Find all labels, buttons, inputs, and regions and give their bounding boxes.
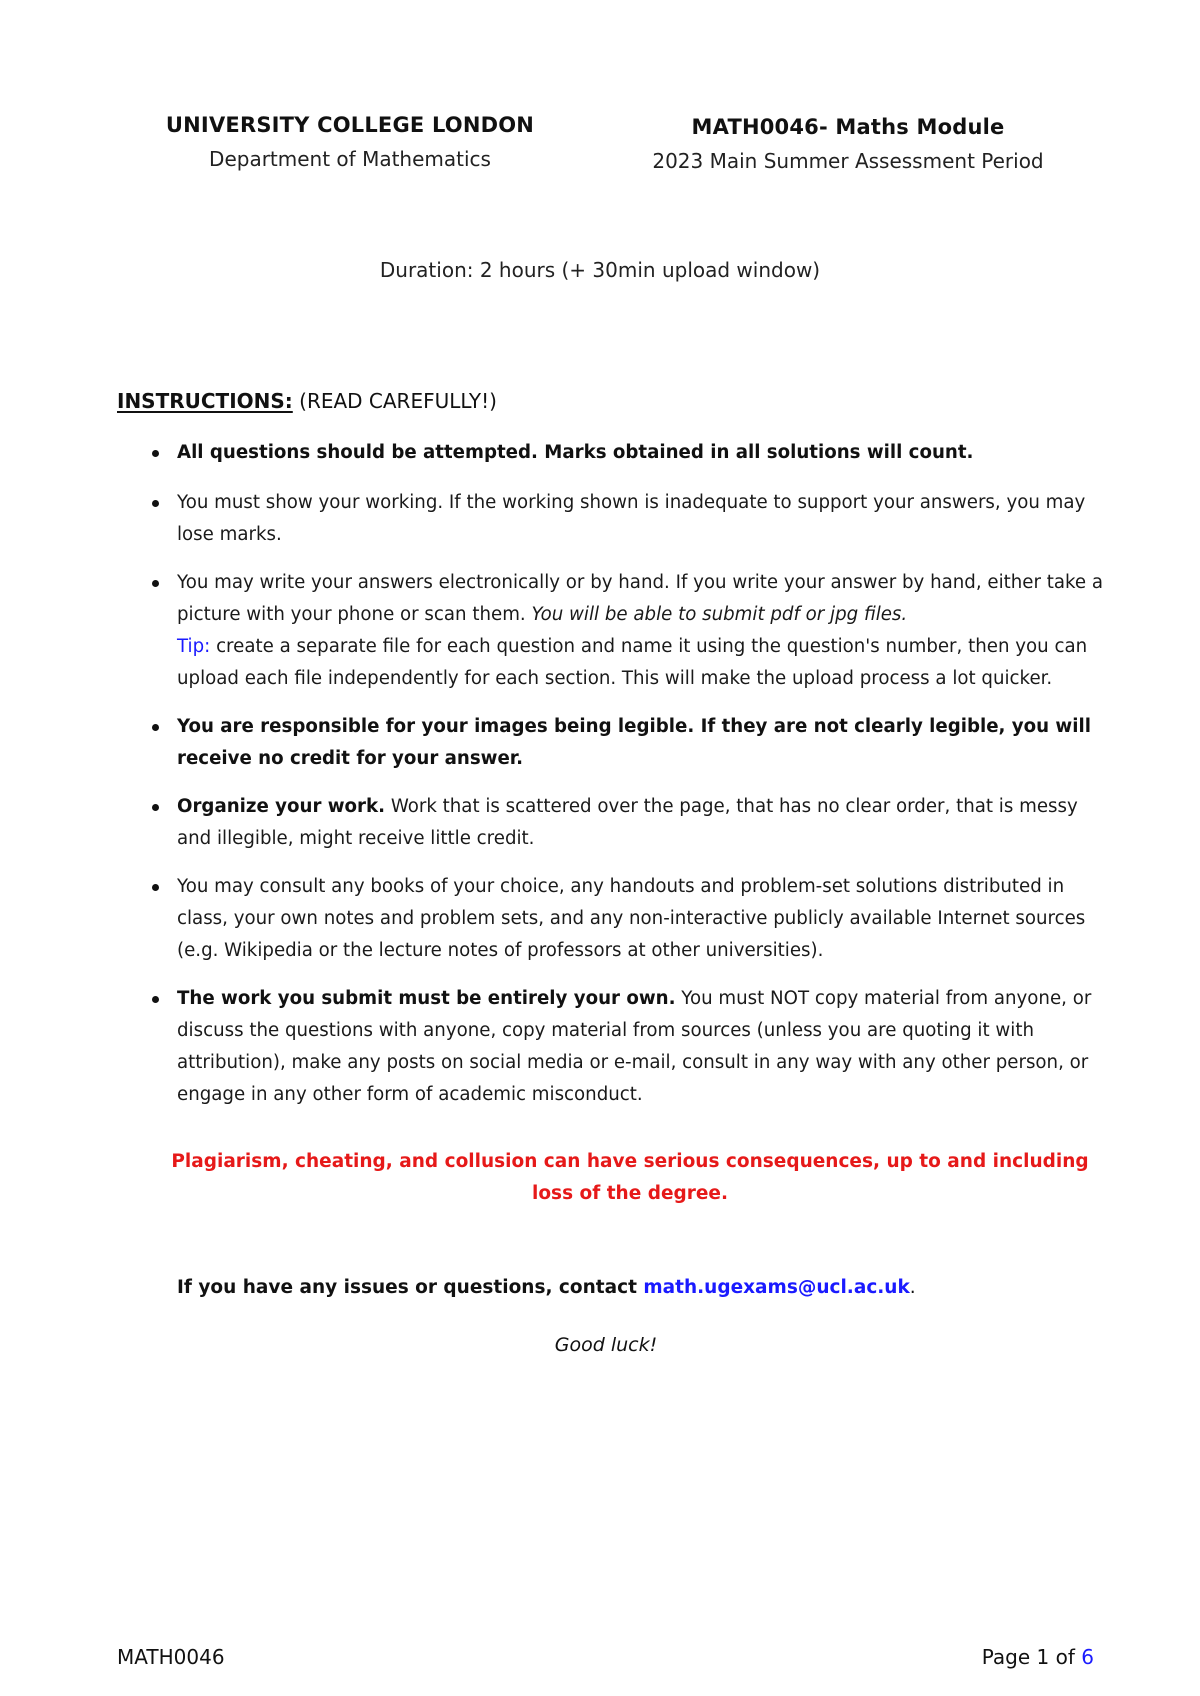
instruction-italic-text: You will be able to submit pdf or jpg files.	[531, 604, 908, 625]
bullet-dot-icon	[152, 450, 159, 457]
instruction-bold-text: Organize your work.	[177, 796, 386, 817]
instruction-text: You may write your answers electronically or by hand. If you write your answer by hand, either take a picture with your phone or scan them.	[177, 572, 1104, 625]
instruction-text: You must show your working. If the working shown is inadequate to support your answers, you may lose marks.	[177, 492, 1086, 545]
instruction-text: You must NOT copy material from anyone, or discuss the questions with anyone, copy material from sources (unless you are quoting it with attribution), make any posts on social media or e-mail, consult in any way with any other person, or engage in any other form of academic misconduct.	[177, 988, 1092, 1105]
page-total-link[interactable]: 6	[1081, 1645, 1094, 1669]
instruction-bold-text: You are responsible for your images being legible. If they are not clearly legible, you will receive no credit for your answer.	[177, 716, 1091, 769]
header-right	[628, 114, 1068, 174]
contact-line	[177, 1277, 916, 1298]
instruction-item	[150, 437, 1117, 469]
bullet-dot-icon	[152, 996, 159, 1003]
instructions-heading	[117, 389, 497, 413]
good-luck-message: Good luck!	[554, 1334, 658, 1356]
bullet-dot-icon	[152, 724, 159, 731]
assessment-period: 2023 Main Summer Assessment Period	[652, 149, 1044, 173]
module-title: MATH0046- Maths Module	[691, 115, 1005, 139]
instruction-item	[150, 487, 1117, 551]
contact-period: .	[909, 1277, 916, 1298]
instruction-text: You may consult any books of your choice, any handouts and problem-set solutions distributed in class, your own notes and problem sets, and any non-interactive publicly available Internet sources (e.g. Wikipedia or the lecture notes of professors at other universities).	[177, 876, 1086, 961]
university-name: UNIVERSITY COLLEGE LONDON	[165, 113, 535, 137]
page-prefix: Page 1 of	[981, 1645, 1082, 1669]
instruction-bold-text: The work you submit must be entirely your own.	[177, 988, 676, 1009]
footer-page-number	[982, 1645, 1094, 1669]
instructions-label: INSTRUCTIONS:	[117, 389, 293, 413]
footer-module-code: MATH0046	[117, 1645, 225, 1669]
instruction-item	[150, 871, 1117, 967]
contact-email-link[interactable]: math.ugexams@ucl.ac.uk	[643, 1277, 910, 1298]
tip-label: Tip:	[177, 636, 211, 657]
bullet-dot-icon	[152, 580, 159, 587]
instruction-item	[150, 711, 1117, 775]
bullet-dot-icon	[152, 884, 159, 891]
department-name: Department of Mathematics	[209, 147, 491, 171]
bullet-dot-icon	[152, 804, 159, 811]
instruction-item	[150, 983, 1117, 1111]
tip-text: create a separate file for each question and name it using the question's number, then you can upload each file independently for each section. This will make the upload process a lot quicker.	[177, 636, 1088, 689]
bullet-dot-icon	[152, 500, 159, 507]
plagiarism-warning: Plagiarism, cheating, and collusion can have serious consequences, up to and including loss of the degree.	[171, 1151, 1089, 1204]
header-left	[140, 112, 560, 172]
exam-duration: Duration: 2 hours (+ 30min upload window)	[379, 258, 821, 282]
instruction-item	[150, 791, 1117, 855]
instruction-text: Work that is scattered over the page, that has no clear order, that is messy and illegible, might receive little credit.	[177, 796, 1078, 849]
contact-text: If you have any issues or questions, contact	[177, 1277, 644, 1298]
instruction-item	[150, 567, 1117, 695]
instructions-note: (READ CAREFULLY!)	[292, 389, 497, 413]
instruction-bold-text: All questions should be attempted. Marks obtained in all solutions will count.	[177, 442, 974, 463]
